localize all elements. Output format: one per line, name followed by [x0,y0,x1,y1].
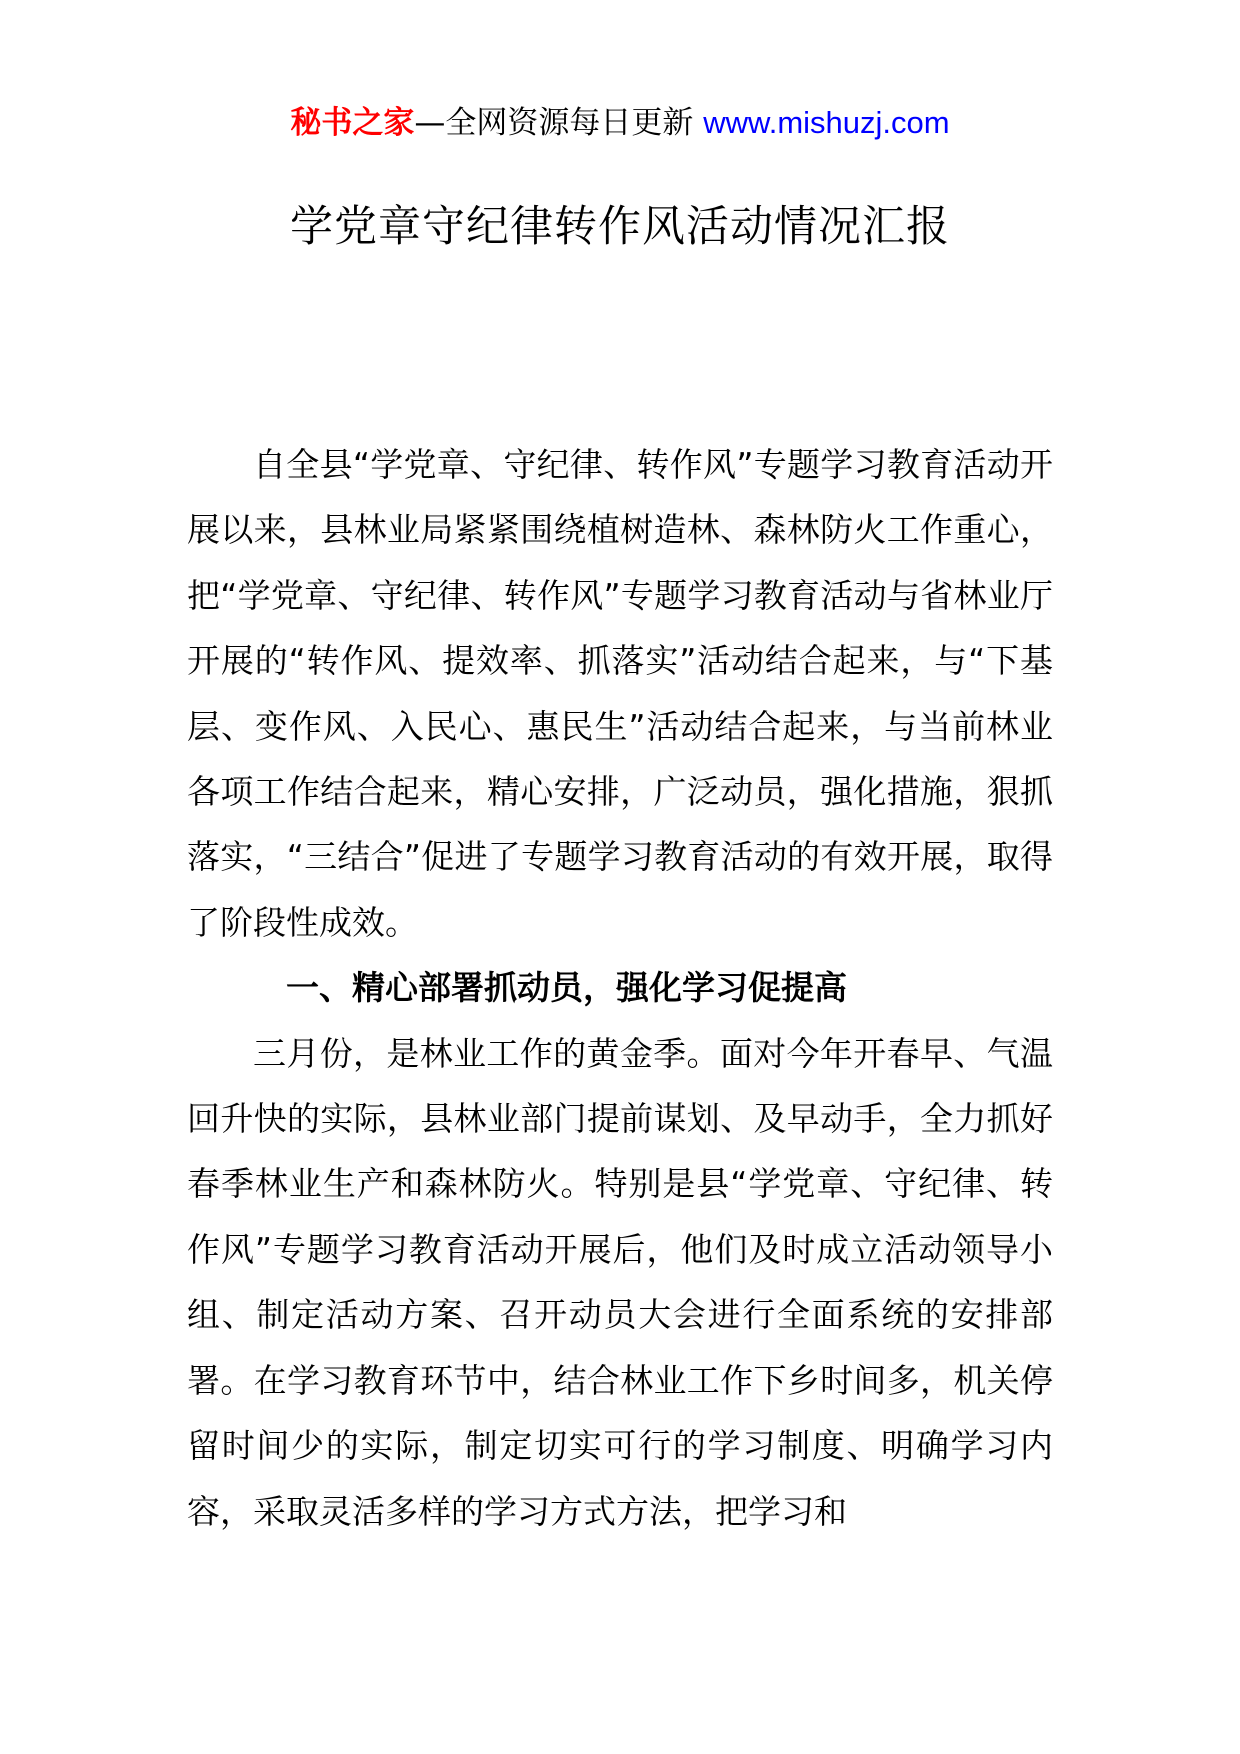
site-brand: 秘书之家 [290,105,415,141]
section-heading-1: 一、精心部署抓动员，强化学习促提高 [286,968,847,1008]
document-body [187,432,1053,1544]
site-tagline: —全网资源每日更新 [414,105,694,141]
document-title: 学党章守纪律转作风活动情况汇报 [290,202,950,252]
intro-paragraph: 自全县“学党章、守纪律、转作风”专题学习教育活动开展以来，县林业局紧紧围绕植树造林、森林防火工作重心，把“学党章、守纪律、转作风”专题学习教育活动与省林业厅开展的“转作风、提效率、抓落实”活动结合起来，与“下基层、变作风、入民心、惠民生”活动结合起来，与当前林业各项工作结合起来，精心安排，广泛动员，强化措施，狠抓落实，“三结合”促进了专题学习教育活动的有效开展，取得了阶段性成效。 [187,445,1053,942]
site-header [0,98,1240,148]
section-1-paragraph: 三月份，是林业工作的黄金季。面对今年开春早、气温回升快的实际，县林业部门提前谋划、及早动手，全力抓好春季林业生产和森林防火。特别是县“学党章、守纪律、转作风”专题学习教育活动开展后，他们及时成立活动领导小组、制定活动方案、召开动员大会进行全面系统的安排部署。在学习教育环节中，结合林业工作下乡时间多，机关停留时间少的实际，制定切实可行的学习制度、明确学习内容，采取灵活多样的学习方式方法，把学习和 [187,1033,1053,1531]
site-url-link[interactable]: www.mishuzj.com [703,105,950,140]
